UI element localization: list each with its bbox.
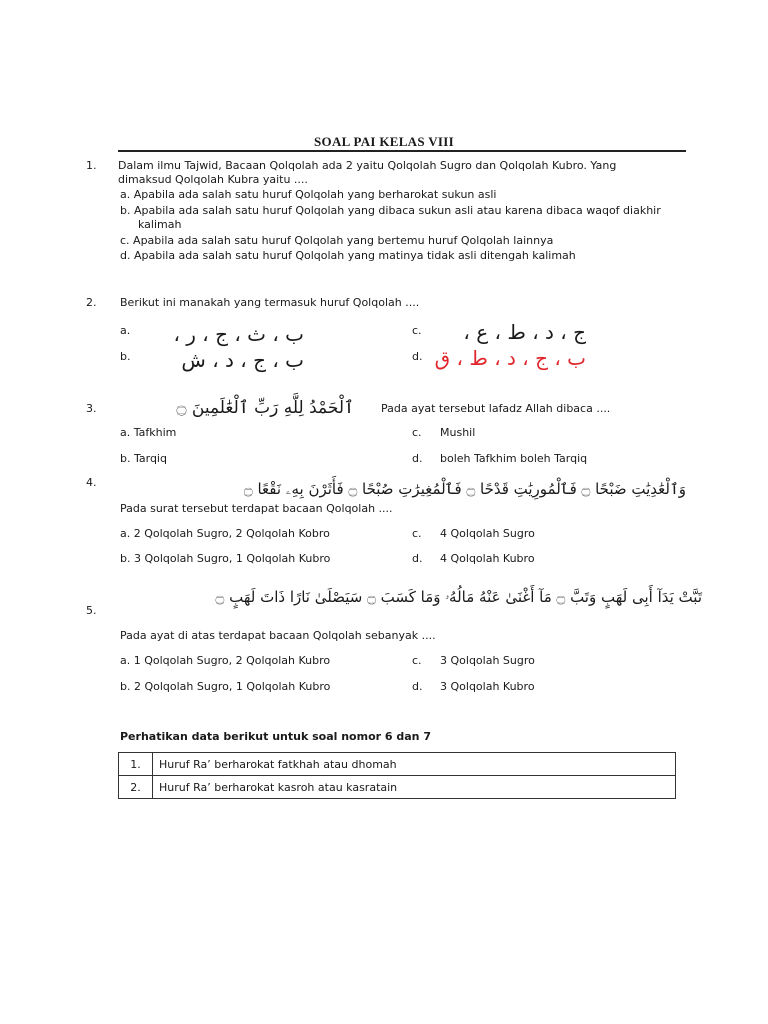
table-row [119, 776, 676, 799]
q1-option-d: d. Apabila ada salah satu huruf Qolqolah yang matinya tidak asli ditengah kalimah [120, 249, 576, 262]
q4-text: Pada surat tersebut terdapat bacaan Qolqolah .... [120, 502, 393, 515]
q1-option-a: a. Apabila ada salah satu huruf Qolqolah yang berharokat sukun asli [120, 188, 497, 201]
q2-number: 2. [86, 296, 97, 309]
q2-option-d-label: d. [412, 350, 423, 363]
title-rule [118, 150, 686, 152]
q3-option-c-label: c. [412, 426, 422, 439]
q3-option-b: b. Tarqiq [120, 452, 167, 465]
data-section-heading: Perhatikan data berikut untuk soal nomor 6 dan 7 [120, 730, 431, 743]
q2-option-a-label: a. [120, 324, 131, 337]
q5-option-a: a. 1 Qolqolah Sugro, 2 Qolqolah Kubro [120, 654, 331, 667]
q1-number: 1. [86, 159, 97, 172]
q2-option-c-letters: ج ، د ، ط ، ع ، [463, 320, 586, 344]
q5-option-b: b. 2 Qolqolah Sugro, 1 Qolqolah Kubro [120, 680, 331, 693]
q1-option-b-cont: kalimah [138, 218, 182, 231]
q4-option-d-label: d. [412, 552, 423, 565]
q5-option-d: 3 Qolqolah Kubro [440, 680, 535, 693]
q3-option-c: Mushil [440, 426, 476, 439]
q5-option-c-label: c. [412, 654, 422, 667]
q4-option-b: b. 3 Qolqolah Sugro, 1 Qolqolah Kubro [120, 552, 331, 565]
q2-option-b-label: b. [120, 350, 131, 363]
q1-text-line2: dimaksud Qolqolah Kubra yaitu .... [118, 173, 308, 186]
table-cell-text: Huruf Ra’ berharokat fatkhah atau dhomah [153, 753, 676, 776]
q5-option-d-label: d. [412, 680, 423, 693]
q4-option-c: 4 Qolqolah Sugro [440, 527, 535, 540]
q2-option-d-letters: ب ، ج ، د ، ط ، ق [434, 346, 586, 370]
q1-text-line1: Dalam ilmu Tajwid, Bacaan Qolqolah ada 2 yaitu Qolqolah Sugro dan Qolqolah Kubro. Yang [118, 159, 617, 172]
q3-option-d-label: d. [412, 452, 423, 465]
table-cell-no: 1. [119, 753, 153, 776]
q3-option-d: boleh Tafkhim boleh Tarqiq [440, 452, 588, 465]
q5-verse: تَبَّتْ يَدَآ أَبِى لَهَبٍ وَتَبَّ ۝ مَآ أَغْنَىٰ عَنْهُ مَالُهُۥ وَمَا كَسَبَ ۝ سَيَصْلَىٰ نَارًا ذَاتَ لَهَبٍ ۝ [215, 588, 702, 606]
q2-option-a-letters: ب ، ث ، ج ، ر ، [173, 322, 304, 346]
q3-option-a: a. Tafkhim [120, 426, 177, 439]
table-cell-no: 2. [119, 776, 153, 799]
data-table [118, 752, 676, 799]
q2-option-b-letters: ب ، ج ، د ، ش [181, 348, 304, 372]
q3-verse: ٱلْحَمْدُ لِلَّهِ رَبِّ ٱلْعَٰلَمِينَ ۝ [176, 398, 354, 418]
q5-text: Pada ayat di atas terdapat bacaan Qolqolah sebanyak .... [120, 629, 436, 642]
q5-option-c: 3 Qolqolah Sugro [440, 654, 535, 667]
q4-option-c-label: c. [412, 527, 422, 540]
q1-option-c: c. Apabila ada salah satu huruf Qolqolah yang bertemu huruf Qolqolah lainnya [120, 234, 554, 247]
q4-option-d: 4 Qolqolah Kubro [440, 552, 535, 565]
q3-number: 3. [86, 402, 97, 415]
table-cell-text: Huruf Ra’ berharokat kasroh atau kasratain [153, 776, 676, 799]
q4-option-a: a. 2 Qolqolah Sugro, 2 Qolqolah Kobro [120, 527, 330, 540]
q1-option-b: b. Apabila ada salah satu huruf Qolqolah yang dibaca sukun asli atau karena dibaca waqof diakhir [120, 204, 661, 217]
q2-text: Berikut ini manakah yang termasuk huruf Qolqolah .... [120, 296, 420, 309]
table-row [119, 753, 676, 776]
q4-number: 4. [86, 476, 97, 489]
q5-number: 5. [86, 604, 97, 617]
q3-text: Pada ayat tersebut lafadz Allah dibaca .... [381, 402, 611, 415]
page-title: SOAL PAI KELAS VIII [314, 134, 454, 149]
q2-option-c-label: c. [412, 324, 422, 337]
q4-verse: وَٱلْعَٰدِيَٰتِ ضَبْحًا ۝ فَٱلْمُورِيَٰتِ قَدْحًا ۝ فَٱلْمُغِيرَٰتِ صُبْحًا ۝ فَأَثَرْنَ بِهِۦ نَقْعًا ۝ [243, 480, 686, 498]
